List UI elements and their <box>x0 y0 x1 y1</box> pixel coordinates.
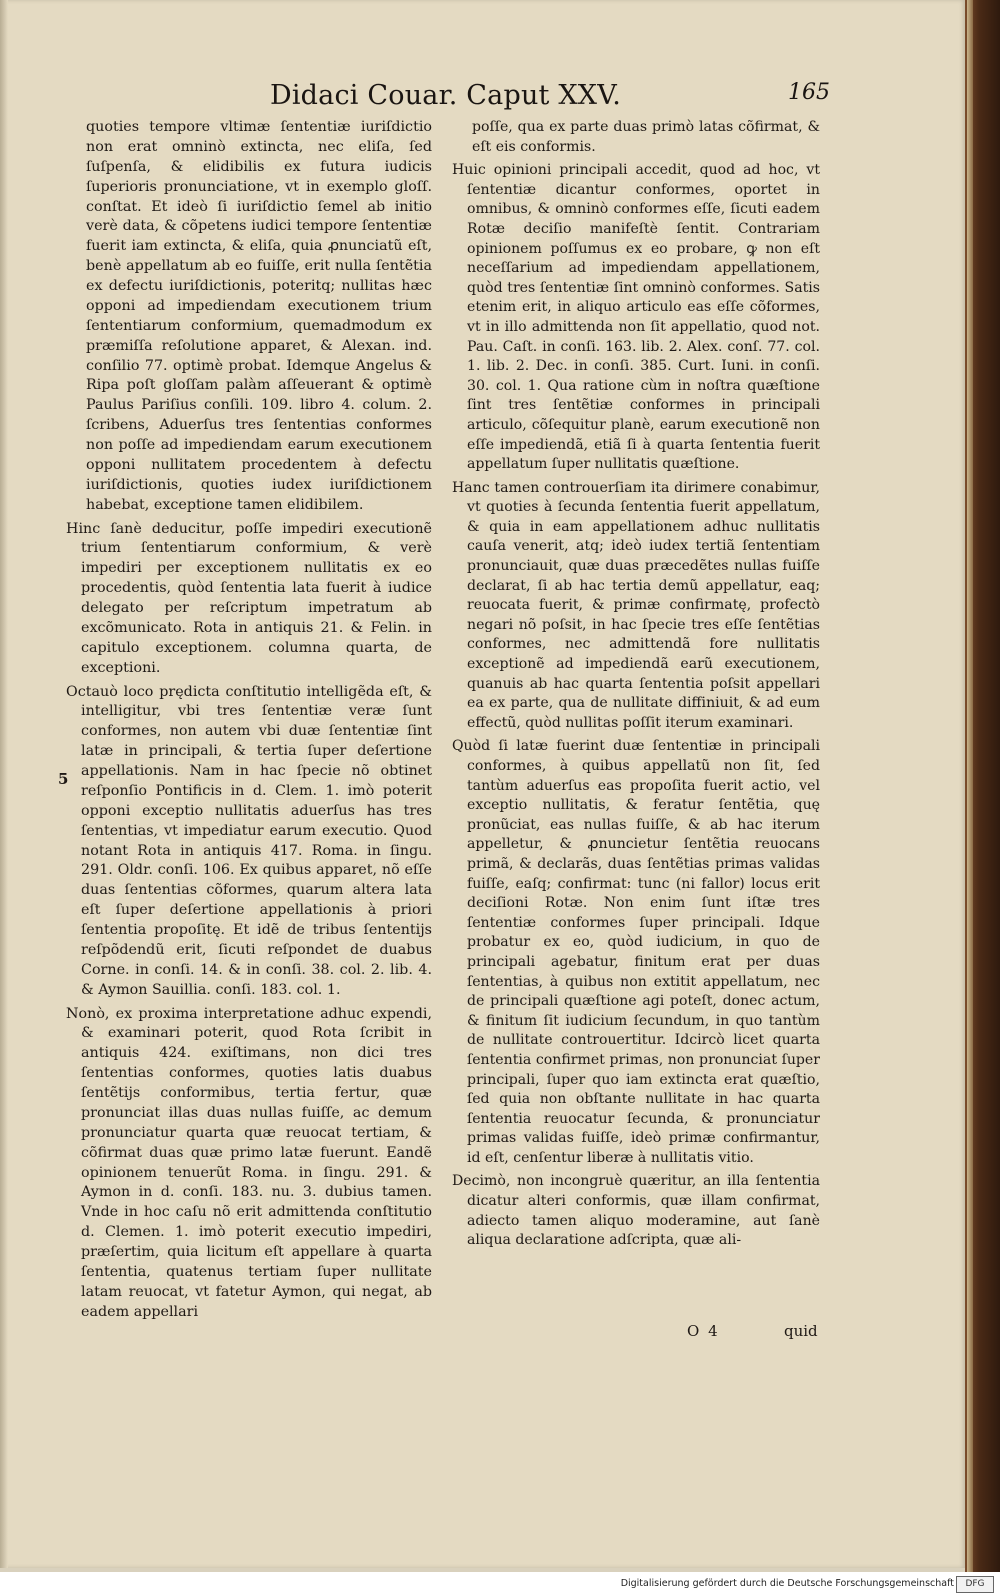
paragraph-left-1: quoties tempore vltimæ ſententiæ iuriſdictio non erat omninò extincta, nec eliſa, ſed ſuſpenſa, & elidibilis ex futura iudicis ſuperioris pronunciatione, vt in exemplo gloſſ. conſtat. Et ideò ſi iuriſdictio ſemel ab initio verè data, & cõpetens iudici tempore ſententiæ fuerit iam extincta, & eliſa, quia ꝓnunciatũ eſt, benè appellatum ab eo fuiſſe, erit nulla ſentẽtia ex defectu iuriſdictionis, poteritq; nullitas hæc opponi ad impediendam executionem trium ſententiarum conformium, quemadmodum ex præmiſſa reſolutione apparet, & Alexan. ind. conſilio 77. optimè probat. Idemque Angelus & Ripa poſt gloſſam palàm aſſeuerant & optimè Paulus Pariſius conſili. 109. libro 4. colum. 2. ſcribens, Aduerſus tres ſententias conformes non poſſe ad impediendam earum executionem opponi nullitatem procedentem à defectu iuriſdictionis, quoties iudex iuriſdictionem habebat, exceptione tamen elidibilem. <box>86 119 432 513</box>
catchword: quid <box>784 1322 818 1340</box>
page-number: 165 <box>788 80 830 105</box>
dfg-logo-icon[interactable]: DFG <box>956 1576 994 1593</box>
paragraph-left-4: Nonò, ex proxima interpretatione adhuc expendi, & examinari poterit, quod Rota ſcribit in antiquis 424. exiſtimans, non dici tres ſententias conformes, quoties latis duabus ſentẽtijs conformibus, tertia fertur, quæ pronunciat illas duas nullas fuiſſe, ac demum pronunciatur quarta quæ reuocat tertiam, & cõfirmat duas quæ primo latæ fuerunt. Eandẽ opinionem tenuerũt Roma. in ſingu. 291. & Aymon in d. conſi. 183. nu. 3. dubius tamen. Vnde in hoc caſu nõ erit admittenda conſtitutio d. Clemen. 1. imò poterit executio impediri, præſertim, quia licitum eſt appellare à quarta ſententia, quatenus tertiam ſuper nullitate latam reuocat, vt fatetur Aymon, qui negat, ab eadem appellari <box>66 1005 432 1320</box>
book-cover-edge <box>965 0 1000 1572</box>
paragraph-right-2: Huic opinioni principali accedit, quod ad hoc, vt ſententiæ dicantur conformes, oportet in omnibus, & omninò conformes eſſe, ſicuti eadem Rotæ deciſio manifeſtè ſentit. Contrariam opinionem poſſumus ex eo probare, ꝙ non eſt neceſſarium ad impediendam appellationem, quòd tres ſententiæ ſint omninò conformes. Satis etenim erit, in aliquo articulo eas eſſe cõformes, vt in illo admittenda non ſit appellatio, quod not. Pau. Caſt. in conſi. 163. lib. 2. Alex. conſ. 77. col. 1. lib. 2. Dec. in conſi. 385. Curt. Iuni. in conſi. 30. col. 1. Qua ratione cùm in noſtra quæſtione ſint tres ſentẽtiæ conformes in principali articulo, cõſequitur planè, earum executionẽ non eſſe impediendã, etiã ſi à quarta ſententia fuerit appellatum ſuper nullitatis quæſtione. <box>452 162 820 473</box>
digitization-footer <box>0 1572 1000 1596</box>
right-column <box>452 118 820 1251</box>
funding-credit: Digitalisierung gefördert durch die Deutsche Forschungsgemeinschaft <box>620 1578 954 1589</box>
paragraph-left-3: Octauò loco prędicta conſtitutio intelligẽda eſt, & intelligitur, vbi tres ſententiæ veræ ſunt conformes, non autem vbi duæ ſententiæ ſint latæ in principali, & tertia ſuper deſertione appellationis. Nam in hac ſpecie nõ obtinet reſponſio Pontificis in d. Clem. 1. imò poterit opponi exceptio nullitatis aduerſus has tres ſententias, vt impediatur earum executio. Quod notant Rota in antiquis 417. Roma. in ſingu. 291. Oldr. conſi. 106. Ex quibus apparet, nõ eſſe duas ſententias cõformes, quarum altera lata eſt ſuper deſertione appellationis à priori ſententia propoſitę. Et idẽ de tribus ſententijs reſpõdendũ erit, ſicuti reſpondet de duabus Corne. in conſi. 14. & in conſi. 38. col. 2. lib. 4. & Aymon Sauillia. conſi. 183. col. 1. <box>66 683 432 998</box>
paragraph-right-4: Quòd ſi latæ fuerint duæ ſententiæ in principali conformes, à quibus appellatũ non ſit, ſed tantùm aduerſus eas propoſita fuerit actio, vel exceptio nullitatis, & feratur ſentẽtia, quę pronũciat, eas nullas fuiſſe, & ab hac iterum appelletur, & ꝓnuncietur ſentẽtia reuocans primã, & declarãs, duas ſentẽtias primas validas fuiſſe, eaſq; confirmat: tunc (ni fallor) locus erit deciſioni Rotæ. Non enim ſunt iſtæ tres ſententiæ conformes ſuper principali. Idque probatur ex eo, quòd iudicium, in quo de principali agebatur, finitum erat per duas ſententias, à quibus non extitit appellatum, nec de principali quæſtione agi poteſt, donec actum, & finitum ſit iudicium ſecundum, in quo tantùm de nullitate controuertitur. Idcircò licet quarta ſententia confirmet primas, non pronunciat ſuper principali, ſuper quo iam extincta erat quæſtio, ſed quia non obſtante nullitate in hac quarta ſententia reuocatur ſecunda, & pronunciatur primas validas fuiſſe, ideò primæ confirmantur, id eſt, cenſentur liberæ à nullitatis vitio. <box>452 738 820 1166</box>
page-header <box>60 80 830 120</box>
running-head: Didaci Couar. Caput XXV. <box>270 80 621 111</box>
margin-number: 5 <box>58 770 69 788</box>
page-block-edge <box>967 0 973 1572</box>
signature-mark: O 4 <box>687 1322 720 1340</box>
paragraph-right-1: poſſe, qua ex parte duas primò latas cõfirmat, & eſt eis conformis. <box>472 119 820 155</box>
page-gutter-shadow <box>0 0 8 1568</box>
paragraph-right-3: Hanc tamen controuerſiam ita dirimere conabimur, vt quoties à ſecunda ſententia fuerit appellatum, & quia in eam appellationem adhuc nullitatis cauſa venerit, atq; ideò iudex tertiã ſententiam pronunciauit, quæ duas præcedẽtes nullas fuiſſe declarat, ſi ab hac tertia demũ appellatur, eaq; reuocata fuerit, & primæ confirmatę, profectò negari nõ poſsit, in hac ſpecie tres eſſe ſentẽtias conformes, nec admittendã fore nullitatis exceptionẽ ad impediendã earũ executionem, quanuis ab hac quarta ſententia poſsit appellari ea ex parte, qua de nullitate diffiniuit, & ad eum effectũ, quòd nullitas poſſit iterum examinari. <box>452 479 820 731</box>
paragraph-right-5: Decimò, non incongruè quæritur, an illa ſententia dicatur alteri conformis, quæ illam confirmat, adiecto tamen aliquo moderamine, aut ſanè aliqua declaratione adſcripta, quæ ali- <box>452 1173 820 1249</box>
left-column <box>66 118 432 1323</box>
paragraph-left-2: Hinc ſanè deducitur, poſſe impediri executionẽ trium ſententiarum conformium, & verè impediri per exceptionem nullitatis ex eo procedentis, quòd ſententia lata fuerit à iudice delegato per reſcriptum impetratum ab excõmunicato. Rota in antiquis 21. & Felin. in capitulo exceptionem. columna quarta, de exceptioni. <box>66 520 432 676</box>
